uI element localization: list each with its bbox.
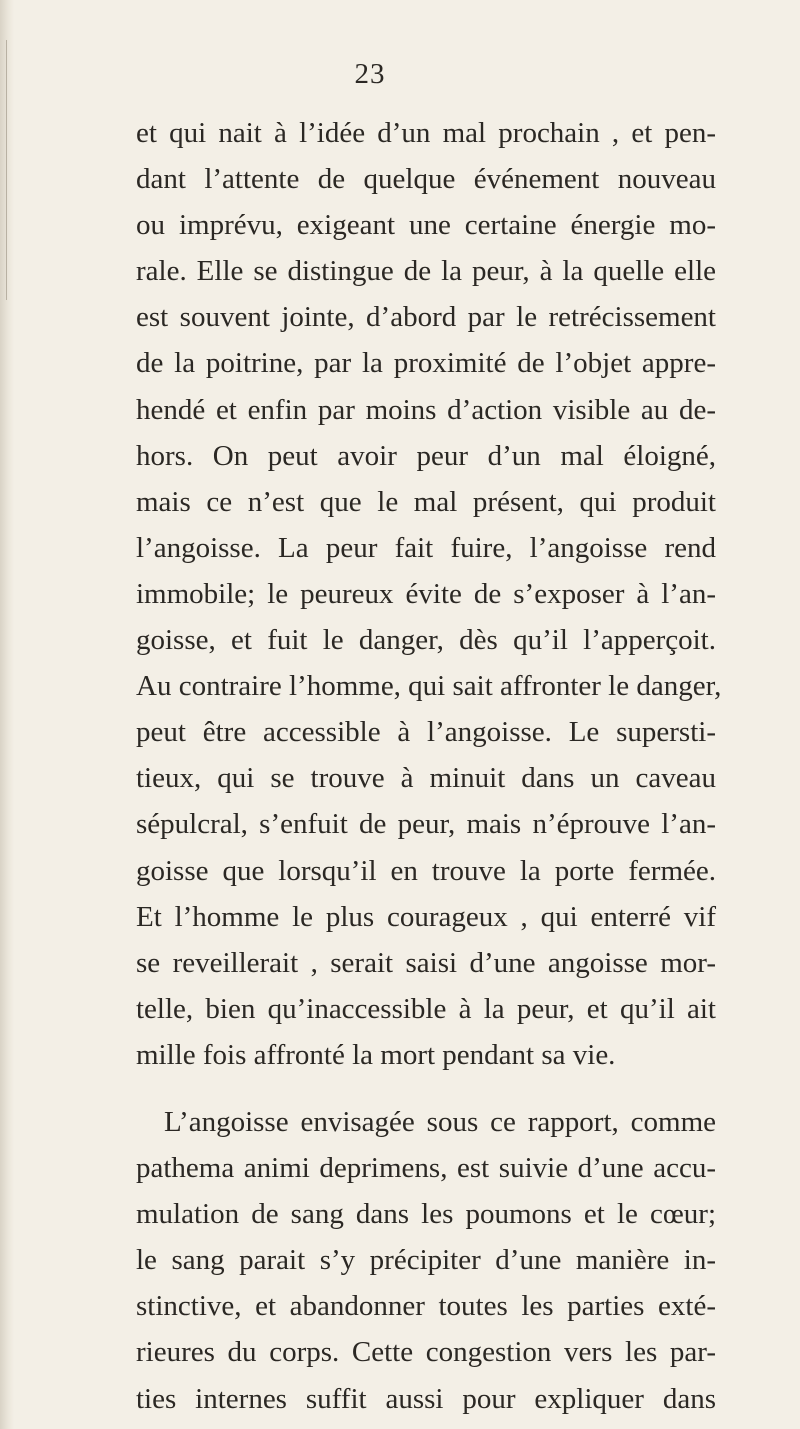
text-line: goisse que lorsqu’il en trouve la porte fermée. <box>136 854 716 887</box>
text-line: le sang parait s’y précipiter d’une manière in- <box>136 1244 716 1277</box>
text-line: goisse, et fuit le danger, dès qu’il l’apperçoit. <box>136 624 716 657</box>
text-line: et qui nait à l’idée d’un mal prochain , et pen- <box>136 117 716 149</box>
text-line: hendé et enfin par moins d’action visible au de- <box>136 393 716 426</box>
text-line: mille fois affronté la mort pendant sa vie. <box>136 1038 616 1071</box>
text-line: pathema animi deprimens, est suivie d’une accu- <box>136 1152 716 1185</box>
text-line: sépulcral, s’enfuit de peur, mais n’éprouve l’an- <box>136 808 716 841</box>
text-line: est souvent jointe, d’abord par le retrécissement <box>136 301 716 334</box>
text-line: mais ce n’est que le mal présent, qui produit <box>136 485 716 518</box>
text-line: hors. On peut avoir peur d’un mal éloigné, <box>136 439 716 472</box>
text-line: stinctive, et abandonner toutes les parties exté- <box>136 1290 716 1323</box>
paragraph-spacer <box>136 1078 716 1099</box>
text-line: dant l’attente de quelque événement nouveau <box>136 163 716 196</box>
text-line: ties internes suffit aussi pour expliquer dans <box>136 1382 716 1415</box>
text-line: de la poitrine, par la proximité de l’objet appre- <box>136 347 716 380</box>
text-line: se reveillerait , serait saisi d’une angoisse mor- <box>136 946 716 979</box>
text-line: ou imprévu, exigeant une certaine énergie mo- <box>136 209 716 242</box>
paragraph-1 <box>136 110 722 1078</box>
text-line: tieux, qui se trouve à minuit dans un caveau <box>136 762 716 795</box>
text-line: Au contraire l’homme, qui sait affronter le danger, <box>136 670 722 703</box>
text-line: Et l’homme le plus courageux , qui enterré vif <box>136 900 716 933</box>
text-line: mulation de sang dans les poumons et le cœur; <box>136 1198 716 1231</box>
text-line: immobile; le peureux évite de s’exposer à l’an- <box>136 577 716 610</box>
text-line: peut être accessible à l’angoisse. Le supersti- <box>136 716 716 749</box>
text-line: rale. Elle se distingue de la peur, à la quelle elle <box>136 255 716 288</box>
page-number: 23 <box>354 58 386 90</box>
text-line: L’angoisse envisagée sous ce rapport, comme <box>164 1105 716 1138</box>
page-binding-edge <box>0 0 14 1429</box>
body-text <box>136 110 722 1422</box>
text-line: l’angoisse. La peur fait fuire, l’angoisse rend <box>136 531 716 564</box>
paragraph-2 <box>136 1099 716 1422</box>
text-line: rieures du corps. Cette congestion vers les par- <box>136 1336 716 1369</box>
text-line: telle, bien qu’inaccessible à la peur, et qu’il ait <box>136 992 716 1025</box>
binding-shadow-line <box>6 40 7 300</box>
